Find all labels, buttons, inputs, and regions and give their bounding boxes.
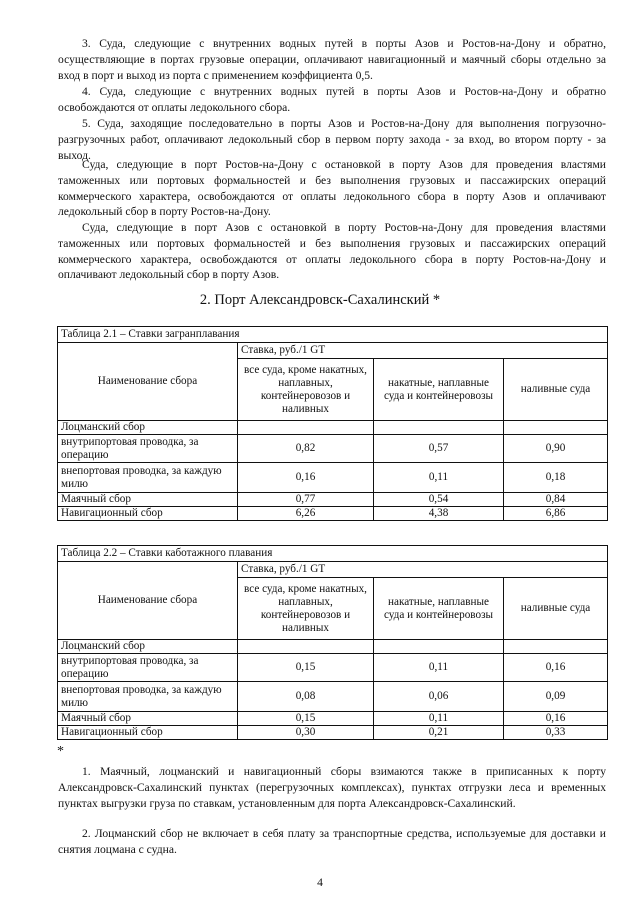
rate-header: Ставка, руб./1 GT — [238, 562, 608, 578]
footnote-mark: * — [57, 744, 64, 759]
table-row: Навигационный сбор 0,30 0,21 0,33 — [58, 726, 608, 740]
table-row: Лоцманский сбор — [58, 640, 608, 654]
page-number: 4 — [317, 876, 323, 889]
col-tankers: наливные суда — [504, 359, 608, 421]
section-heading: 2. Порт Александровск-Сахалинский * — [199, 292, 441, 308]
col-general-vessels: все суда, кроме накатных, наплавных, контейнеровозов и наливных — [238, 359, 374, 421]
rate-header: Ставка, руб./1 GT — [238, 343, 608, 359]
paragraph-azov: Суда, следующие в порт Азов с остановкой в порту Ростов-на-Дону для проведения властями таможенных или портовых формальностей и без выполнения грузовых и пассажирских операций коммерческого характера, освобождаются от оплаты ледокольного сбора в порту Ростов-на-Дону и оплачивают ледокольный сбор в порту Азов. — [58, 221, 606, 282]
table-row: внепортовая проводка, за каждую милю 0,08 0,06 0,09 — [58, 682, 608, 712]
table-row: внутрипортовая проводка, за операцию 0,15 0,11 0,16 — [58, 654, 608, 682]
fee-name-header: Наименование сбора — [58, 343, 238, 421]
paragraph-3: 3. Суда, следующие с внутренних водных путей в порты Азов и Ростов-на-Дону и обратно, осуществляющие в портах грузовые операции, оплачивают навигационный и маячный сборы отдельно за вход в порт и выход из порта с применением коэффициента 0,5. — [58, 37, 606, 82]
paragraph-rostov: Суда, следующие в порт Ростов-на-Дону с остановкой в порту Азов для проведения властями таможенных или портовых формальностей и без выполнения грузовых и пассажирских операций коммерческого характера, освобождаются от оплаты ледокольного сбора в порту Азов и оплачивают ледокольный сбор в порту Ростов-на-Дону. — [58, 158, 606, 219]
table-row: Маячный сбор 0,77 0,54 0,84 — [58, 493, 608, 507]
col-roro-containers: накатные, наплавные суда и контейнеровозы — [374, 578, 504, 640]
col-general-vessels: все суда, кроме накатных, наплавных, контейнеровозов и наливных — [238, 578, 374, 640]
table-row: Маячный сбор 0,15 0,11 0,16 — [58, 712, 608, 726]
table-row: Навигационный сбор 6,26 4,38 6,86 — [58, 507, 608, 521]
table-caption: Таблица 2.2 – Ставки каботажного плавания — [58, 546, 608, 562]
rates-table-foreign — [57, 326, 608, 521]
table-row: внепортовая проводка, за каждую милю 0,16 0,11 0,18 — [58, 463, 608, 493]
note-2: 2. Лоцманский сбор не включает в себя плату за транспортные средства, используемые для доставки и снятия лоцмана с судна. — [58, 827, 606, 856]
rates-table-cabotage — [57, 545, 608, 740]
fee-name-header: Наименование сбора — [58, 562, 238, 640]
col-tankers: наливные суда — [504, 578, 608, 640]
paragraph-5: 5. Суда, заходящие последовательно в порты Азов и Ростов-на-Дону для выполнения погрузочно-разгрузочных работ, оплачивают ледокольный сбор в первом порту захода - за вход, во втором порту - за выход. — [58, 117, 606, 162]
table-caption: Таблица 2.1 – Ставки загранплавания — [58, 327, 608, 343]
table-row: внутрипортовая проводка, за операцию 0,82 0,57 0,90 — [58, 435, 608, 463]
table-row: Лоцманский сбор — [58, 421, 608, 435]
note-1: 1. Маячный, лоцманский и навигационный сборы взимаются также в приписанных к порту Александровск-Сахалинский пунктах (перегрузочных комплексах), пунктах отгрузки леса и временных пунктах выгрузки груза по ставкам, установленным для порта Александровск-Сахалинский. — [58, 765, 606, 810]
paragraph-4: 4. Суда, следующие с внутренних водных путей в порты Азов и Ростов-на-Дону и обратно освобождаются от оплаты ледокольного сбора. — [58, 85, 606, 114]
col-roro-containers: накатные, наплавные суда и контейнеровозы — [374, 359, 504, 421]
